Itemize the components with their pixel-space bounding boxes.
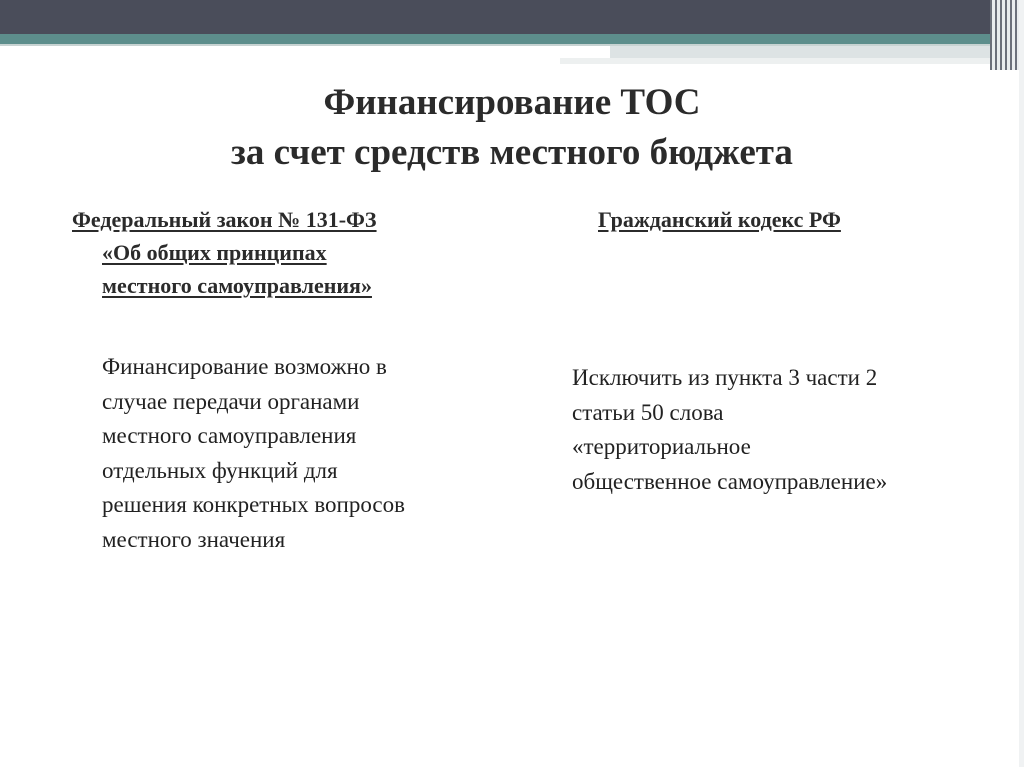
left-body-line-6: местного значения [102,526,286,552]
left-body-line-2: случае передачи органами [102,388,360,414]
right-column-body [572,361,992,499]
slide-title-line-2: за счет средств местного бюджета [231,132,793,173]
left-heading-line-1: Федеральный закон № 131-ФЗ [72,207,377,232]
right-heading-line: Гражданский кодекс РФ [598,207,841,232]
left-heading-line-2: «Об общих принципах [102,240,327,265]
left-body-line-1: Финансирование возможно в [102,354,387,379]
top-bar-light-secondary [560,58,1024,64]
left-column-heading [72,203,502,302]
top-bar-dark [0,0,1024,34]
right-body-line-2: статьи 50 слова [572,399,724,425]
right-column-heading [598,203,958,236]
top-bar-teal [0,34,1024,44]
right-body-line-1: Исключить из пункта 3 части 2 [572,365,878,390]
right-body-line-4: общественное самоуправление» [572,468,888,494]
left-heading-line-3: местного самоуправления» [102,273,372,298]
left-column-body [102,350,502,557]
left-body-line-5: решения конкретных вопросов [102,492,405,517]
slide-title [0,78,1024,178]
top-bar-light [610,46,1024,58]
left-body-line-3: местного самоуправления [102,423,357,448]
right-body-line-3: «территориальное [572,434,751,459]
slide-title-line-1: Финансирование ТОС [323,82,701,123]
left-body-line-4: отдельных функций для [102,457,338,483]
